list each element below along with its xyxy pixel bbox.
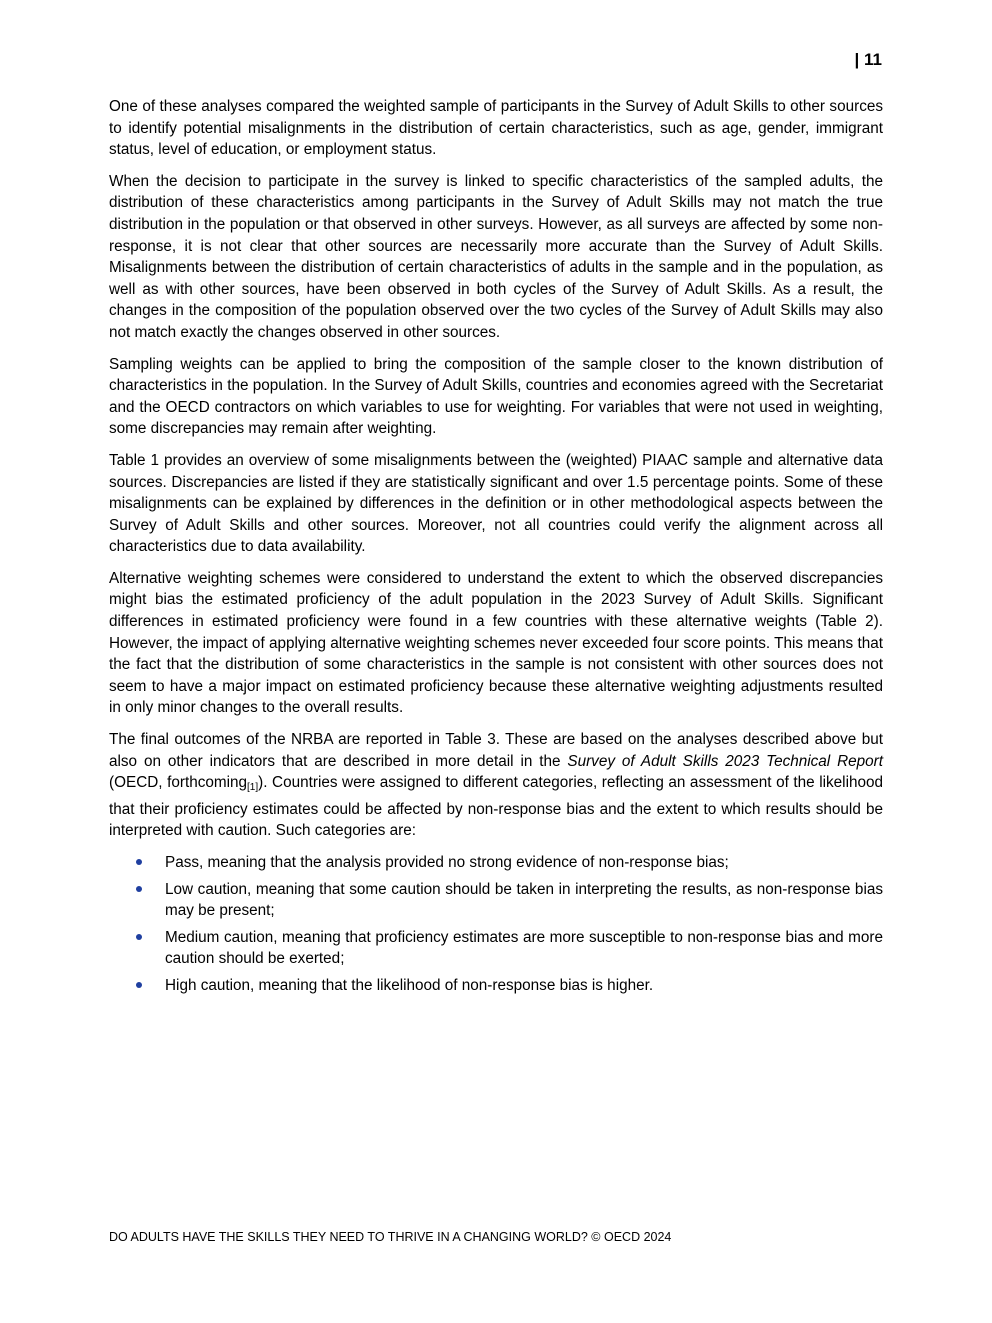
paragraph-alternative-weighting: Alternative weighting schemes were considered to understand the extent to which the observed discrepancies might bias the estimated proficiency of the adult population in the 2023 Survey of Adult Skills. Significant differences in estimated proficiency were found in a few countries with these alternative weights (Table 2). However, the impact of applying alternative weighting schemes never exceeded four score points. This means that the fact that the distribution of some characteristics in the sample is not consistent with other sources does not seem to have a major impact on estimated proficiency because these alternative weighting adjustments resulted in only minor changes to the overall results. (109, 569, 883, 717)
outcomes-text-end: ). Countries were assigned to different categories, reflecting an assessment of the likelihood that their proficiency estimates could be affected by non-response bias and the extent to which results should be interpreted with caution. Such categories are: (109, 774, 883, 840)
bullet-icon (136, 934, 142, 940)
report-title: Survey of Adult Skills 2023 Technical Report (567, 752, 883, 770)
paragraph-participation: When the decision to participate in the survey is linked to specific characteristics of the sampled adults, the distribution of these characteristics among participants in the Survey of Adult Skills may not match the true distribution in the population or that observed in other surveys. However, as all surveys are affected by some non-response, it is not clear that other sources are necessarily more accurate than the Survey of Adult Skills. Misalignments between the distribution of certain characteristics of adults in the sample and in the population, as well as with other sources, have been observed in both cycles of the Survey of Adult Skills. As a result, the changes in the composition of the population observed over the two cycles of the Survey of Adult Skills may also not match exactly the changes observed in other sources. (109, 172, 883, 341)
reference-link[interactable]: [1] (247, 782, 259, 794)
bullet-icon (136, 982, 142, 988)
outcomes-text-start: The final outcomes of the NRBA are reported in Table 3. These are based on the analyses described above but also on other indicators that are described in more detail in the (109, 731, 883, 770)
bullet-icon (136, 886, 142, 892)
paragraph-analyses: One of these analyses compared the weighted sample of participants in the Survey of Adult Skills to other sources to identify potential misalignments in the distribution of certain characteristics, such as age, gender, immigrant status, level of education, or employment status. (109, 98, 883, 159)
citation-text: (OECD, forthcoming (109, 774, 248, 792)
list-item (109, 852, 883, 874)
list-item (109, 879, 883, 922)
page-footer: DO ADULTS HAVE THE SKILLS THEY NEED TO THRIVE IN A CHANGING WORLD? © OECD 2024 (109, 1230, 672, 1244)
list-item-text: Pass, meaning that the analysis provided no strong evidence of non-response bias; (165, 854, 729, 871)
page-number: | 11 (854, 50, 882, 69)
bullet-icon (136, 859, 142, 865)
paragraph-sampling-weights: Sampling weights can be applied to bring the composition of the sample closer to the known distribution of characteristics in the population. In the Survey of Adult Skills, countries and economies agreed with the Secretariat and the OECD contractors on which variables to use for weighting. For variables that were not used in weighting, some discrepancies may remain after weighting. (109, 355, 883, 438)
list-item-text: High caution, meaning that the likelihood of non-response bias is higher. (165, 976, 654, 994)
paragraph-table-1: Table 1 provides an overview of some misalignments between the (weighted) PIAAC sample and alternative data sources. Discrepancies are listed if they are statistically significant and over 1.5 percentage points. Some of these misalignments can be explained by differences in the definition or in other methodological aspects between the Survey of Adult Skills and other sources. Moreover, not all countries could verify the alignment across all characteristics due to data availability. (109, 451, 883, 556)
list-item (109, 927, 883, 970)
paragraph-final-outcomes (109, 729, 883, 842)
list-item-text: Medium caution, meaning that proficiency estimates are more susceptible to non-response bias and more caution should be exerted; (165, 928, 883, 968)
page-body (109, 96, 883, 1002)
list-item (109, 975, 883, 997)
caution-categories-list (109, 852, 883, 997)
list-item-text: Low caution, meaning that some caution should be taken in interpreting the results, as non-response bias may be present; (165, 880, 883, 920)
